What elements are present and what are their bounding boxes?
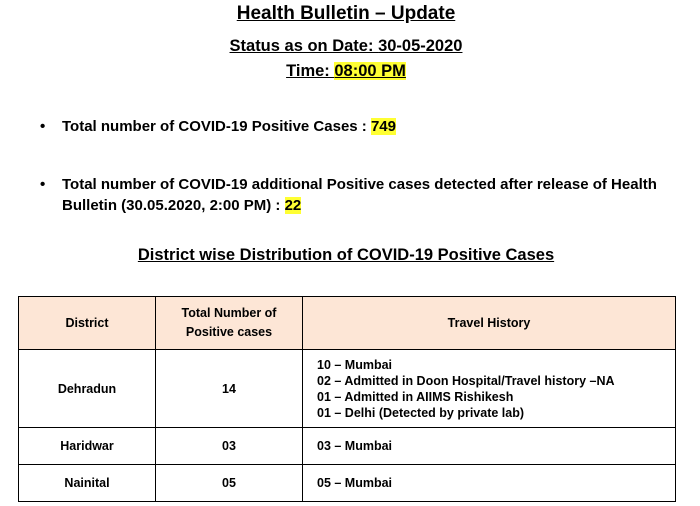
- status-date: 30-05-2020: [378, 37, 463, 55]
- status-label: Status as on Date:: [229, 37, 379, 55]
- total-cell: 14: [156, 350, 303, 428]
- header-district: District: [19, 297, 156, 350]
- district-table: [18, 296, 676, 502]
- bullet-additional-cases-text: [62, 174, 682, 216]
- bullet-dot-icon: •: [40, 176, 46, 193]
- header-total-line2: Positive cases: [185, 325, 273, 339]
- total-cell: 05: [156, 465, 303, 502]
- table-row: [19, 350, 676, 428]
- header-travel-history: Travel History: [303, 297, 676, 350]
- district-cell: Dehradun: [19, 350, 156, 428]
- travel-line: 03 – Mumbai: [317, 439, 393, 453]
- bullet-total-cases-text: [62, 116, 682, 137]
- total-cell: 03: [156, 428, 303, 465]
- travel-line: 01 – Delhi (Detected by private lab): [317, 405, 525, 420]
- travel-line: 02 – Admitted in Doon Hospital/Travel history –NA: [317, 373, 615, 388]
- bulletin-title: Health Bulletin – Update: [236, 3, 456, 24]
- table-row: [19, 428, 676, 465]
- time-line: [0, 62, 692, 81]
- header-total-line1: Total Number of: [181, 306, 277, 320]
- bullet-dot-icon: •: [40, 118, 46, 135]
- table-row: [19, 465, 676, 502]
- travel-line: 01 – Admitted in AIIMS Rishikesh: [317, 389, 514, 404]
- district-cell: Nainital: [19, 465, 156, 502]
- travel-line: 05 – Mumbai: [317, 476, 393, 490]
- district-section-title: District wise Distribution of COVID-19 Positive Cases: [137, 246, 555, 264]
- table-header-row: [19, 297, 676, 350]
- travel-cell: [303, 428, 676, 465]
- travel-cell: [303, 350, 676, 428]
- bullet-total-cases: [40, 116, 670, 140]
- header-total-cases: [156, 297, 303, 350]
- district-cell: Haridwar: [19, 428, 156, 465]
- status-date-line: [0, 37, 692, 56]
- time-label: Time:: [286, 62, 335, 80]
- additional-cases-label: Total number of COVID-19 additional Positive cases detected after release of Health Bulletin (30.05.2020, 2:00 PM) :: [62, 176, 657, 214]
- additional-cases-value: 22: [284, 197, 302, 214]
- time-value: 08:00 PM: [334, 62, 406, 80]
- bullet-additional-cases: [40, 174, 670, 220]
- total-cases-label: Total number of COVID-19 Positive Cases :: [62, 118, 371, 135]
- travel-line: 10 – Mumbai: [317, 357, 393, 372]
- travel-cell: [303, 465, 676, 502]
- total-cases-value: 749: [370, 118, 396, 135]
